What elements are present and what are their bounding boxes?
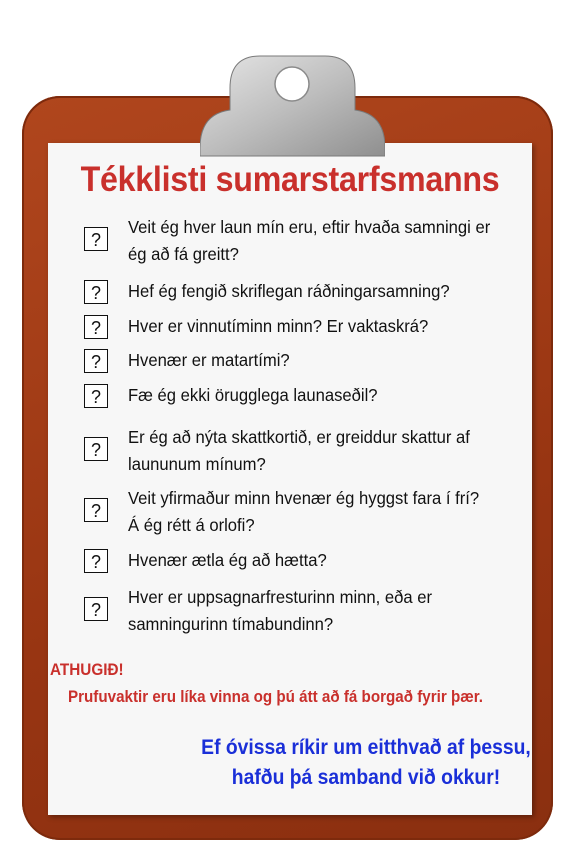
checklist-title: Tékklisti sumarstarfsmanns <box>80 160 500 199</box>
notice-heading: ATHUGIÐ! <box>50 660 124 679</box>
question-line-2: Á ég rétt á orlofi? <box>128 515 255 535</box>
checklist-question <box>128 547 508 574</box>
question-checkbox[interactable]: ? <box>84 549 108 573</box>
question-checkbox[interactable]: ? <box>84 349 108 373</box>
question-line-1: Hver er vinnutíminn minn? Er vaktaskrá? <box>128 316 429 336</box>
checklist-question <box>128 382 508 409</box>
contact-line-2: hafðu þá samband við okkur! <box>231 766 501 789</box>
checklist-question <box>128 278 508 305</box>
checklist-item <box>84 485 524 539</box>
checklist-item <box>84 382 524 409</box>
contact-message <box>182 733 550 793</box>
question-line-1: Hvenær ætla ég að hætta? <box>128 550 327 570</box>
checklist-question <box>128 584 508 638</box>
checklist-question <box>128 424 508 478</box>
checklist-item <box>84 547 524 574</box>
checklist-item <box>84 278 524 305</box>
question-line-2: ég að fá greitt? <box>128 244 239 264</box>
question-checkbox[interactable]: ? <box>84 315 108 339</box>
question-line-1: Hef ég fengið skriflegan ráðningarsamning? <box>128 281 450 301</box>
contact-line-1: Ef óvissa ríkir um eitthvað af þessu, <box>201 736 531 759</box>
checklist-question <box>128 485 508 539</box>
question-line-1: Hvenær er matartími? <box>128 350 290 370</box>
question-checkbox[interactable]: ? <box>84 597 108 621</box>
checklist-item <box>84 313 524 340</box>
checklist-item <box>84 424 524 478</box>
question-line-1: Hver er uppsagnarfresturinn minn, eða er <box>128 587 433 607</box>
question-line-1: Fæ ég ekki örugglega launaseðil? <box>128 385 378 405</box>
checklist-question <box>128 347 508 374</box>
question-line-1: Veit ég hver laun mín eru, eftir hvaða samningi er <box>128 217 491 237</box>
question-line-1: Veit yfirmaður minn hvenær ég hyggst fara í frí? <box>128 488 480 508</box>
question-checkbox[interactable]: ? <box>84 498 108 522</box>
checklist-question <box>128 313 508 340</box>
question-checkbox[interactable]: ? <box>84 437 108 461</box>
checklist-item <box>84 214 524 268</box>
question-line-1: Er ég að nýta skattkortið, er greiddur skattur af <box>128 427 470 447</box>
question-checkbox[interactable]: ? <box>84 280 108 304</box>
checklist-item <box>84 347 524 374</box>
notice-text: Prufuvaktir eru líka vinna og þú átt að fá borgað fyrir þær. <box>68 688 484 706</box>
question-checkbox[interactable]: ? <box>84 227 108 251</box>
question-line-2: laununum mínum? <box>128 454 266 474</box>
checklist-question <box>128 214 508 268</box>
checklist-item <box>84 584 524 638</box>
question-line-2: samningurinn tímabundinn? <box>128 614 334 634</box>
clipboard-clip-icon <box>200 48 385 158</box>
question-checkbox[interactable]: ? <box>84 384 108 408</box>
